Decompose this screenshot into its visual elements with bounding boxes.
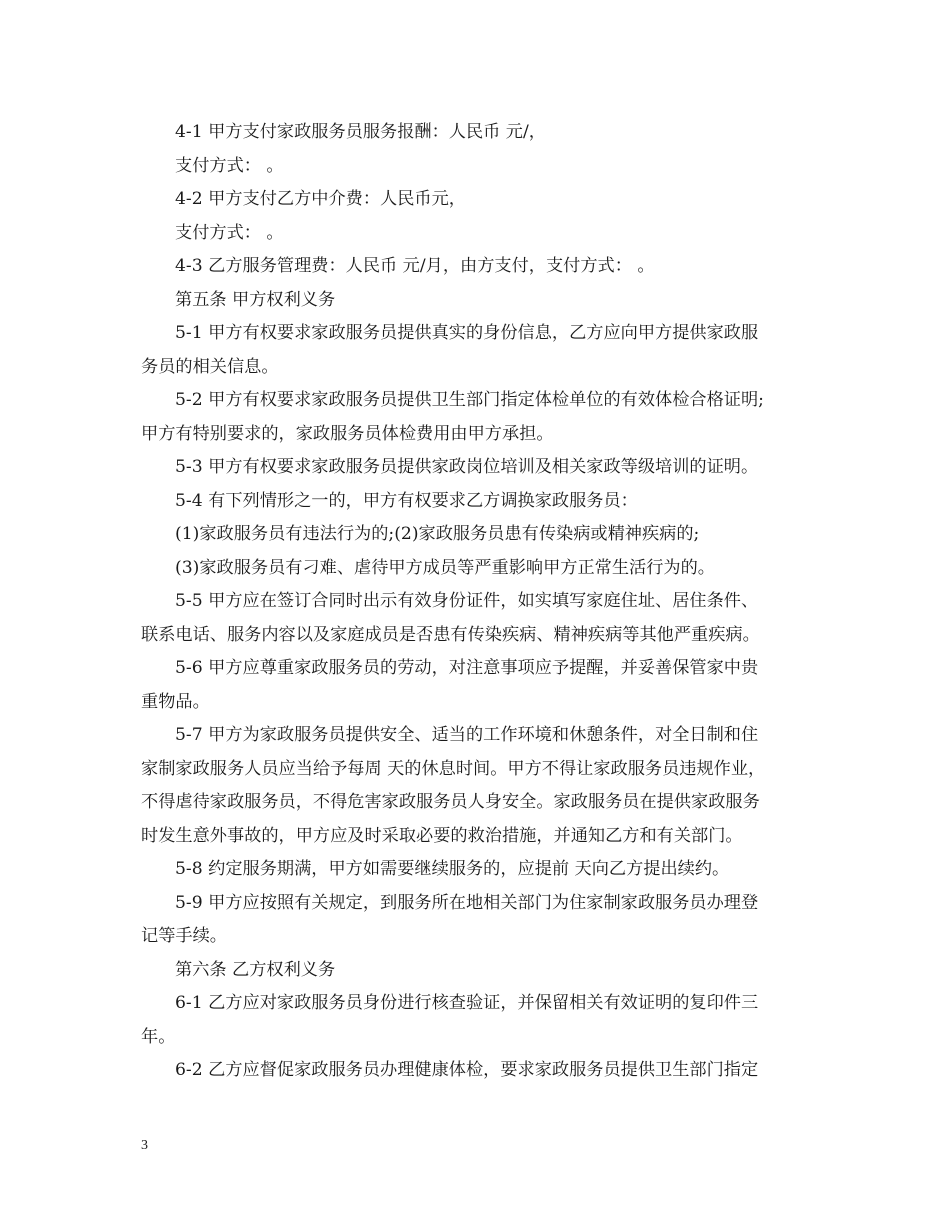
text-line: 5-6 甲方应尊重家政服务员的劳动，对注意事项应予提醒，并妥善保管家中贵 — [175, 658, 759, 678]
text-line: 6-2 乙方应督促家政服务员办理健康体检，要求家政服务员提供卫生部门指定 — [175, 1060, 759, 1080]
text-line: 6-1 乙方应对家政服务员身份进行核查验证，并保留相关有效证明的复印件三 — [175, 993, 759, 1013]
text-line: 不得虐待家政服务员，不得危害家政服务员人身安全。家政服务员在提供家政服务 — [141, 792, 760, 812]
text-line: 第六条 乙方权利义务 — [175, 959, 336, 980]
text-line: 5-2 甲方有权要求家政服务员提供卫生部门指定体检单位的有效体检合格证明; — [175, 390, 764, 410]
text-line: 支付方式： 。 — [175, 155, 284, 176]
text-line: 记等手续。 — [141, 926, 227, 946]
text-line: (1)家政服务员有违法行为的;(2)家政服务员患有传染病或精神疾病的; — [175, 524, 700, 544]
text-line: 4-2 甲方支付乙方中介费：人民币元， — [175, 189, 466, 209]
text-line: 联系电话、服务内容以及家庭成员是否患有传染疾病、精神疾病等其他严重疾病。 — [141, 624, 760, 645]
text-line: 5-4 有下列情形之一的，甲方有权要求乙方调换家政服务员： — [175, 490, 638, 511]
text-line: (3)家政服务员有刁难、虐待甲方成员等严重影响甲方正常生活行为的。 — [175, 557, 715, 578]
text-line: 5-5 甲方应在签订合同时出示有效身份证件，如实填写家庭住址、居住条件、 — [175, 591, 759, 611]
text-line: 时发生意外事故的，甲方应及时采取必要的救治措施，并通知乙方和有关部门。 — [141, 825, 743, 846]
text-line: 第五条 甲方权利义务 — [175, 289, 336, 310]
text-line: 4-3 乙方服务管理费：人民币 元/月，由方支付，支付方式： 。 — [175, 256, 655, 276]
page-number: 3 — [141, 1138, 148, 1153]
text-line: 甲方有特别要求的，家政服务员体检费用由甲方承担。 — [141, 423, 554, 444]
text-line: 重物品。 — [141, 691, 210, 712]
document-body — [141, 116, 817, 1088]
text-line: 5-9 甲方应按照有关规定，到服务所在地相关部门为住家制家政服务员办理登 — [175, 892, 759, 913]
text-line: 5-3 甲方有权要求家政服务员提供家政岗位培训及相关家政等级培训的证明。 — [175, 457, 759, 477]
text-line: 家制家政服务人员应当给予每周 天的休息时间。甲方不得让家政服务员违规作业， — [141, 758, 766, 779]
text-line: 4-1 甲方支付家政服务员服务报酬：人民币 元/， — [175, 122, 546, 142]
text-line: 支付方式： 。 — [175, 222, 284, 243]
text-line: 务员的相关信息。 — [141, 356, 279, 377]
text-line: 年。 — [141, 1026, 176, 1047]
text-line: 5-7 甲方为家政服务员提供安全、适当的工作环境和休憩条件，对全日制和住 — [175, 725, 759, 745]
text-line: 5-1 甲方有权要求家政服务员提供真实的身份信息，乙方应向甲方提供家政服 — [175, 323, 759, 343]
text-line: 5-8 约定服务期满，甲方如需要继续服务的，应提前 天向乙方提出续约。 — [175, 859, 730, 879]
